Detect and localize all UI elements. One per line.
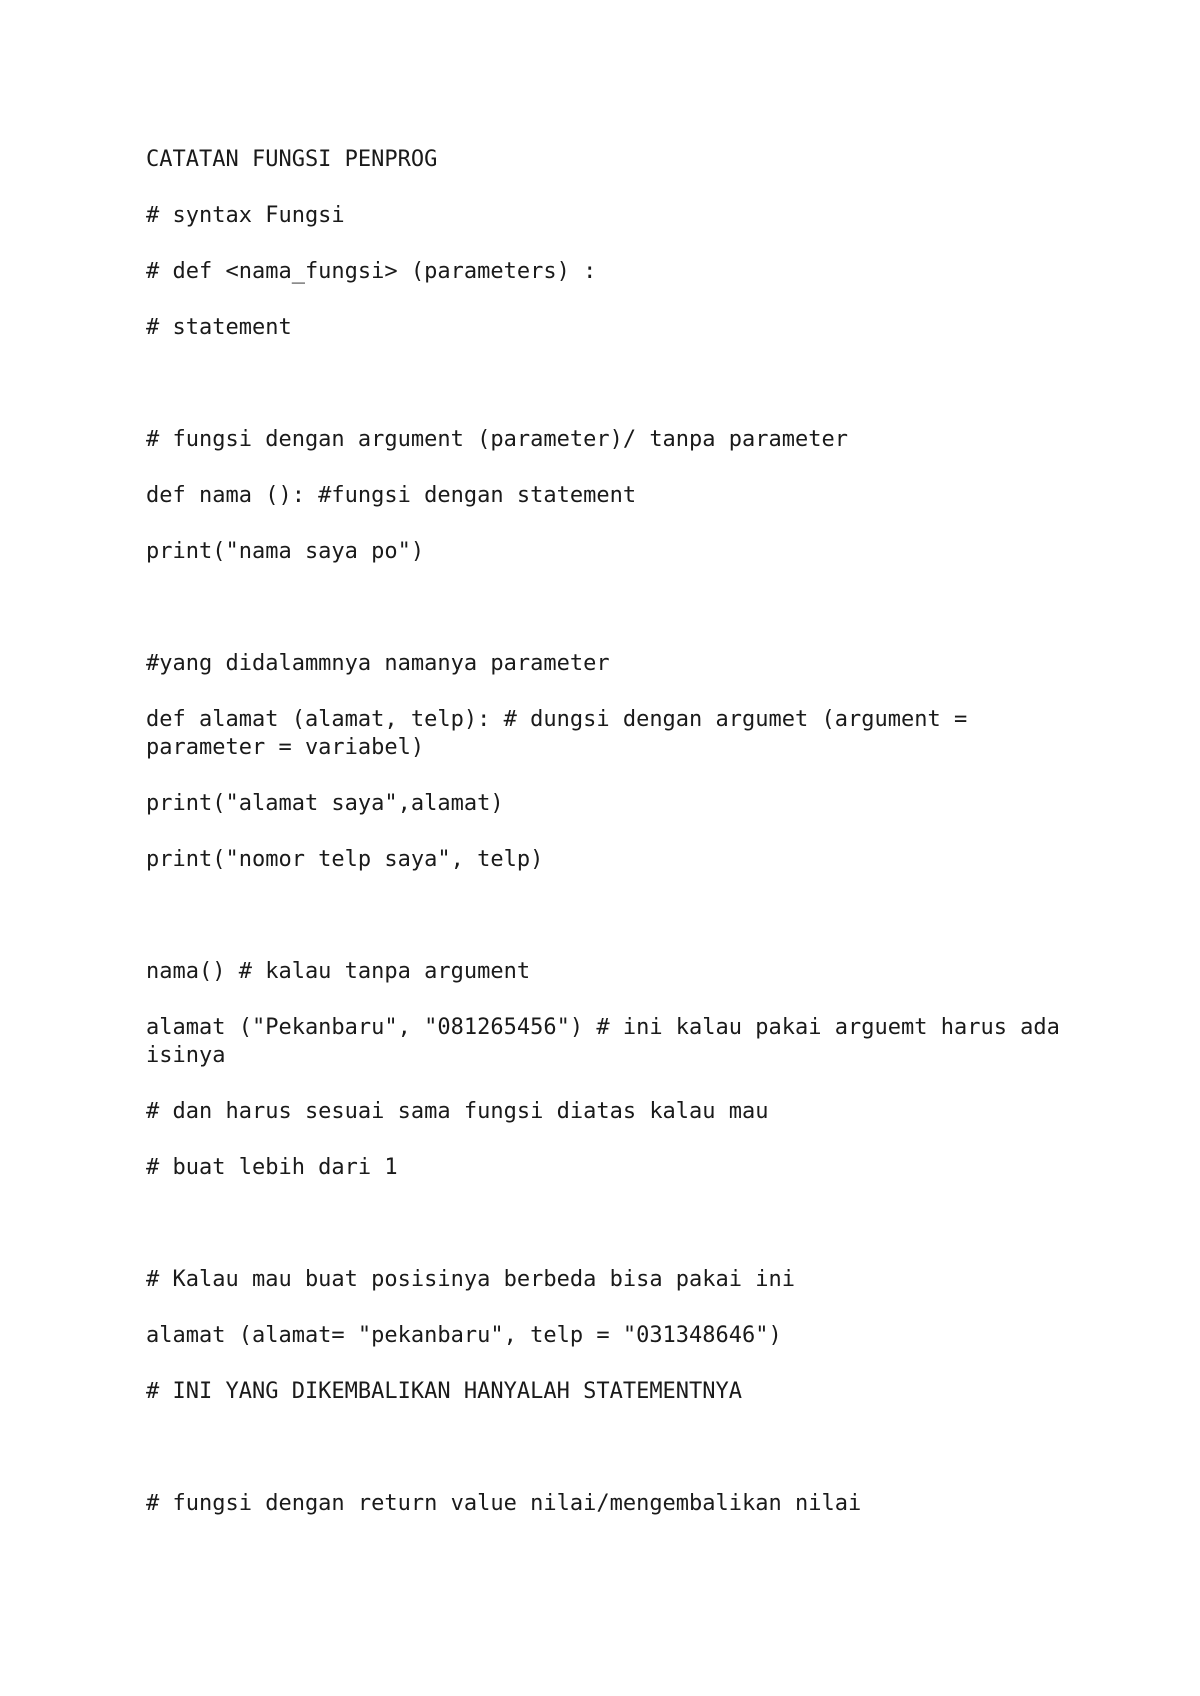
code-line: nama() # kalau tanpa argument — [146, 959, 531, 984]
doc-title: CATATAN FUNGSI PENPROG — [146, 147, 438, 172]
code-line: # def <nama_fungsi> (parameters) : — [146, 259, 597, 284]
code-line: print("nama saya po") — [146, 539, 425, 564]
code-line: alamat (alamat= "pekanbaru", telp = "031348646") — [146, 1323, 782, 1348]
code-line: # fungsi dengan return value nilai/mengembalikan nilai — [146, 1491, 862, 1516]
code-line: # syntax Fungsi — [146, 203, 345, 228]
code-line: print("alamat saya",alamat) — [146, 791, 504, 816]
code-line: print("nomor telp saya", telp) — [146, 847, 544, 872]
code-line: # Kalau mau buat posisinya berbeda bisa pakai ini — [146, 1267, 796, 1292]
code-line: #yang didalammnya namanya parameter — [146, 651, 610, 676]
code-line: # dan harus sesuai sama fungsi diatas kalau mau — [146, 1099, 769, 1124]
code-line: # statement — [146, 315, 292, 340]
code-line: # INI YANG DIKEMBALIKAN HANYALAH STATEMENTNYA — [146, 1379, 743, 1404]
code-line: # fungsi dengan argument (parameter)/ tanpa parameter — [146, 427, 848, 452]
code-line: def alamat (alamat, telp): # dungsi dengan argumet (argument = parameter = variabel) — [146, 707, 981, 760]
code-line: # buat lebih dari 1 — [146, 1155, 398, 1180]
code-line: def nama (): #fungsi dengan statement — [146, 483, 637, 508]
code-line: alamat ("Pekanbaru", "081265456") # ini kalau pakai arguemt harus ada isinya — [146, 1015, 1074, 1068]
